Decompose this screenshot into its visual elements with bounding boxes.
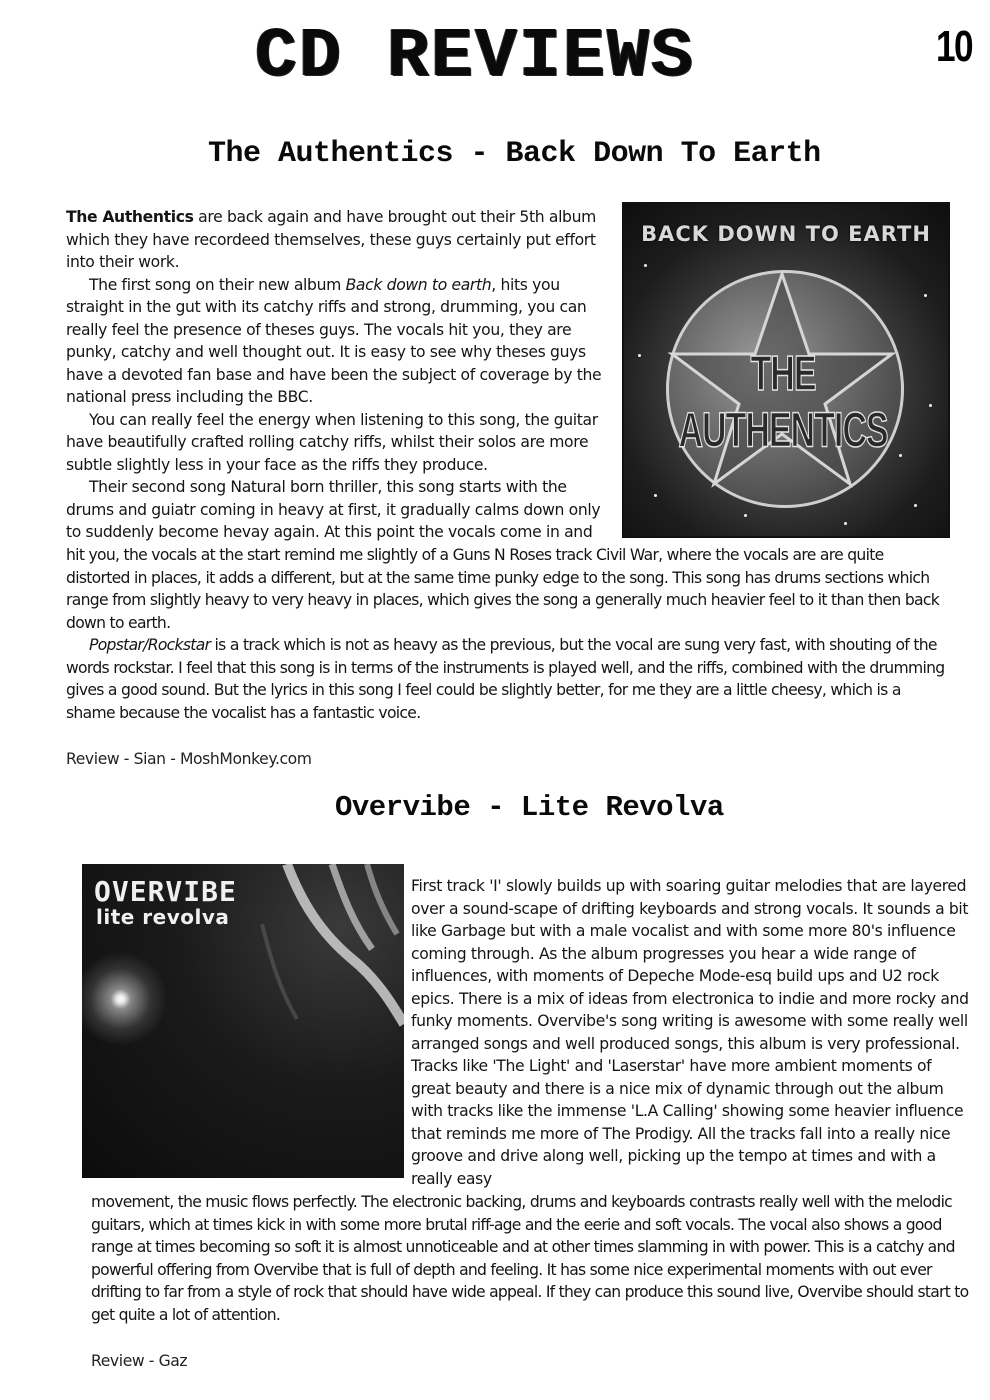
paragraph: You can really feel the energy when listening to this song, the guitar have beautifully crafted rolling catchy riffs, whilst their solos are more subtle slightly less in your face as the riffs they produce.	[66, 410, 598, 474]
review-body-authentics-bottom	[66, 544, 946, 724]
review-byline-authentics: Review - Sian - MoshMonkey.com	[66, 750, 312, 768]
paragraph: Popstar/Rockstar is a track which is not as heavy as the previous, but the vocal are sung very fast, with shouting of the words rockstar. I feel that this song is in terms of the instruments is played well, and the riffs, combined with the drumming gives a good sound. But the lyrics in this song I feel could be slightly better, for me they are a little cheesy, which is a shame because the vocalist has a fantastic voice.	[66, 636, 945, 722]
review-title-overvibe: Overvibe - Lite Revolva	[335, 791, 724, 824]
review-body-overvibe-bottom	[91, 1191, 971, 1326]
cover-band-name: OVERVIBE	[94, 875, 237, 908]
cover-band-name: THE AUTHENTICS	[678, 346, 888, 459]
page-title: CD REVIEWS	[255, 18, 696, 97]
page-number: 10	[936, 22, 972, 71]
paragraph: Their second song Natural born thriller, this song starts with the drums and guiatr coming in heavy at first, it gradually calms down only to suddenly become hevay again. At this point the vocals come in and	[66, 478, 601, 541]
band-name-bold: The Authentics	[66, 208, 194, 226]
review-byline-overvibe: Review - Gaz	[91, 1352, 188, 1370]
album-title-italic: Back down to earth	[345, 275, 492, 294]
paragraph: The first song on their new album Back down to earth, hits you straight in the gut with its catchy riffs and strong, drumming, you can really feel the presence of theses guys. The vocals hit you, they are punky, catchy and well thought out. It is easy to see why theses guys have a devoted fan base and have been the subject of coverage by the national press including the BBC.	[66, 275, 602, 406]
album-cover-lite-revolva	[82, 864, 404, 1178]
paragraph: First track 'I' slowly builds up with soaring guitar melodies that are layered over a sound-scape of drifting keyboards and strong vocals. It sounds a bit like Garbage but with a male vocalist and with some more 80's influence coming through. As the album progresses you hear a wide range of influences, with moments of Depeche Mode-esq build ups and U2 rock epics. There is a mix of ideas from electronica to indie and more rocky and funky moments. Overvibe's song writing is awesome with some really well arranged songs and well produced songs, this album is very professional. Tracks like 'The Light' and 'Laserstar' have more ambient moments of great beauty and there is a nice mix of dynamic through out the album with tracks like the immense 'L.A Calling' showing some heavier influence that reminds me more of The Prodigy. All the tracks fall into a really nice groove and drive along well, picking up the tempo at times and with a really easy	[411, 877, 969, 1188]
album-cover-back-down-to-earth	[622, 202, 950, 538]
review-title-authentics: The Authentics - Back Down To Earth	[208, 137, 821, 171]
track-title-italic: Popstar/Rockstar	[89, 636, 211, 654]
cover-album-title: BACK DOWN TO EARTH	[641, 222, 931, 246]
review-body-authentics-top	[66, 206, 618, 544]
paragraph: hit you, the vocals at the start remind me slightly of a Guns N Roses track Civil War, where the vocals are are quite distorted in places, it adds a different, but at the same time punky edge to the song. This song has drums sections which range from slightly heavy to very heavy in places, which gives the song a generally much heavier feel to it than then back down to earth.	[66, 546, 940, 632]
review-body-overvibe-top	[411, 875, 971, 1190]
cover-album-title: lite revolva	[96, 905, 230, 929]
paragraph: The Authentics are back again and have brought out their 5th album which they have recordeed themselves, these guys certainly put effort into their work.	[66, 208, 596, 271]
paragraph: movement, the music flows perfectly. The electronic backing, drums and keyboards contrasts really well with the melodic guitars, which at times kick in with some more brutal riff-age and the eerie and soft vocals. The vocal also shows a good range at times becoming so soft it is almost unnoticeable and at other times slamming in with power. This is a catchy and powerful offering from Overvibe that is full of depth and feeling. It has some nice experimental moments with out ever drifting to far from a style of rock that should have wide appeal. If they can produce this sound live, Overvibe should start to get quite a lot of attention.	[91, 1193, 969, 1324]
